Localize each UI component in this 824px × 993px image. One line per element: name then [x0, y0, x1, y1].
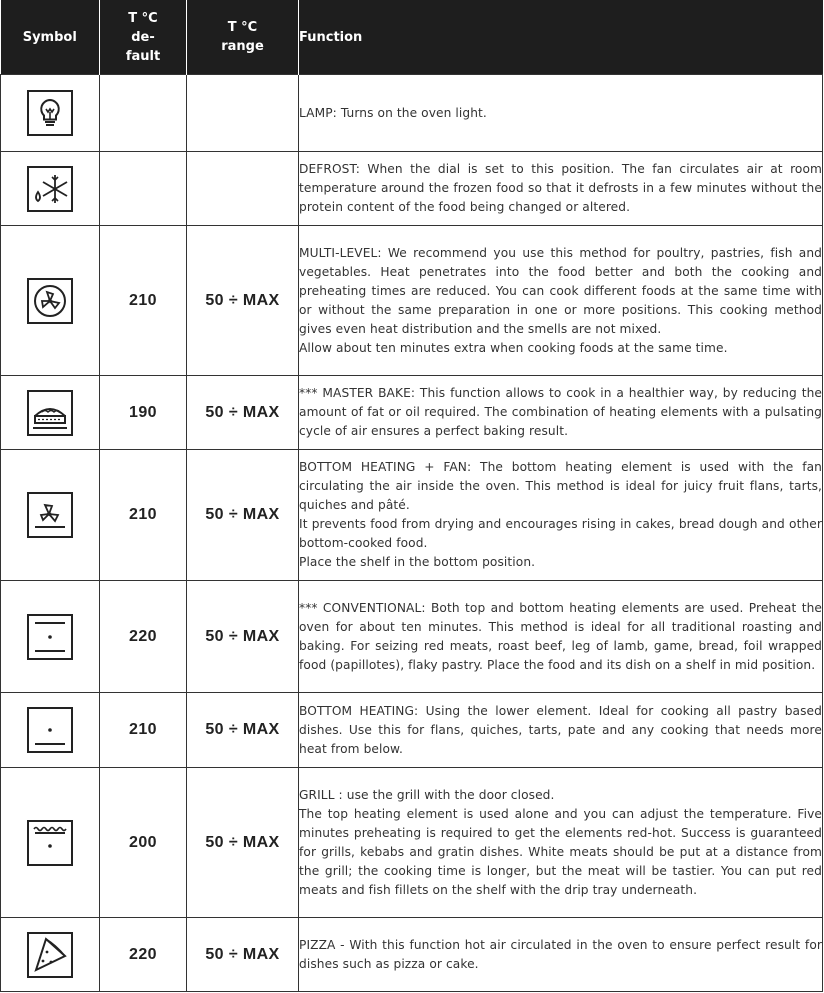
description-text: BOTTOM HEATING: Using the lower element. Ideal for cooking all pastry based dishes. Use this for flans, quiches, tarts, pate and any cooking that needs more heat from below. [299, 703, 822, 756]
table-row [1, 918, 823, 992]
description-text: Allow about ten minutes extra when cooking foods at the same time. [299, 340, 728, 355]
symbol-cell [1, 226, 100, 376]
symbol-cell [1, 918, 100, 992]
symbol-cell [1, 152, 100, 226]
symbol-cell [1, 768, 100, 918]
temp-range: 50 ÷ MAX [187, 768, 299, 918]
table-row [1, 226, 823, 376]
symbol-cell [1, 693, 100, 768]
table-row [1, 693, 823, 768]
description-text: BOTTOM HEATING + FAN: The bottom heating element is used with the fan circulating the air inside the oven. This method is ideal for juicy fruit flans, tarts, quiches and pâté. [299, 460, 822, 512]
function-description [299, 152, 823, 226]
bottom-heating-fan-icon [27, 492, 73, 538]
table-row [1, 152, 823, 226]
default-temp [100, 152, 187, 226]
multi-level-fan-icon [27, 278, 73, 324]
default-temp [100, 75, 187, 152]
temp-range [187, 152, 299, 226]
temp-range: 50 ÷ MAX [187, 450, 299, 581]
default-temp: 220 [100, 581, 187, 693]
symbol-cell [1, 376, 100, 450]
table-header-row [1, 0, 823, 75]
temp-range: 50 ÷ MAX [187, 226, 299, 376]
default-temp: 210 [100, 693, 187, 768]
description-text: Place the shelf in the bottom position. [299, 555, 536, 569]
header-default-line: de- [131, 29, 155, 45]
table-row [1, 581, 823, 693]
temp-range: 50 ÷ MAX [187, 918, 299, 992]
description-text: LAMP: Turns on the oven light. [299, 105, 487, 120]
symbol-cell [1, 450, 100, 581]
header-default-line: fault [125, 48, 161, 64]
header-default-line: T °C [128, 10, 158, 26]
table-row [1, 75, 823, 152]
function-description [299, 768, 823, 918]
description-text: PIZZA - With this function hot air circulated in the oven to ensure perfect result for dishes such as pizza or cake. [299, 937, 822, 971]
default-temp: 200 [100, 768, 187, 918]
table-row [1, 450, 823, 581]
function-description [299, 918, 823, 992]
table-row [1, 768, 823, 918]
function-description [299, 450, 823, 581]
temp-range: 50 ÷ MAX [187, 581, 299, 693]
function-description [299, 581, 823, 693]
header-range-line: range [221, 39, 264, 54]
description-text: MULTI-LEVEL: We recommend you use this method for poultry, pastries, fish and vegetables. Heat penetrates into the food better and both the cooking and preheating times are reduced. You can cook different foods at the same time with or without the same preparation in one or more positions. This cooking method gives even heat distribution and the smells are not mixed. [299, 245, 822, 336]
function-description [299, 693, 823, 768]
table-row [1, 376, 823, 450]
header-temp-range [187, 0, 299, 75]
header-default-temp [100, 0, 187, 75]
function-description [299, 376, 823, 450]
conventional-icon [27, 614, 73, 660]
temp-range: 50 ÷ MAX [187, 376, 299, 450]
default-temp: 220 [100, 918, 187, 992]
master-bake-icon [27, 390, 73, 436]
bottom-heating-icon [27, 707, 73, 753]
defrost-icon [27, 166, 73, 212]
symbol-cell [1, 581, 100, 693]
description-text: It prevents food from drying and encourages rising in cakes, bread dough and other bottom-cooked food. [299, 517, 822, 550]
symbol-cell [1, 75, 100, 152]
grill-icon [27, 820, 73, 866]
temp-range [187, 75, 299, 152]
description-text: GRILL : use the grill with the door closed. [299, 787, 555, 802]
header-range-line: T °C [227, 20, 258, 35]
default-temp: 190 [100, 376, 187, 450]
temp-range: 50 ÷ MAX [187, 693, 299, 768]
description-text: The top heating element is used alone and you can adjust the temperature. Five minutes preheating is required to get the elements red-hot. Success is guaranteed for grills, kebabs and gratin dishes. White meats should be put at a distance from the grill; the cooking time is longer, but the meat will be tastier. You can put red meats and fish fillets on the shelf with the drip tray underneath. [299, 806, 822, 897]
header-symbol: Symbol [1, 0, 100, 75]
description-text: DEFROST: When the dial is set to this position. The fan circulates air at room temperature around the frozen food so that it defrosts in a few minutes without the protein content of the food being changed or altered. [299, 162, 822, 214]
default-temp: 210 [100, 450, 187, 581]
description-text: *** CONVENTIONAL: Both top and bottom heating elements are used. Preheat the oven for about ten minutes. This method is ideal for all traditional roasting and baking. For seizing red meats, roast beef, leg of lamb, game, bread, foil wrapped food (papillotes), flaky pastry. Place the food and its dish on a shelf in mid position. [299, 600, 822, 672]
header-function: Function [299, 0, 823, 75]
lamp-icon [27, 90, 73, 136]
description-text: *** MASTER BAKE: This function allows to cook in a healthier way, by reducing the amount of fat or oil required. The combination of heating elements with a pulsating cycle of air ensures a perfect baking result. [299, 386, 822, 438]
function-description [299, 226, 823, 376]
default-temp: 210 [100, 226, 187, 376]
function-description [299, 75, 823, 152]
pizza-icon [27, 932, 73, 978]
